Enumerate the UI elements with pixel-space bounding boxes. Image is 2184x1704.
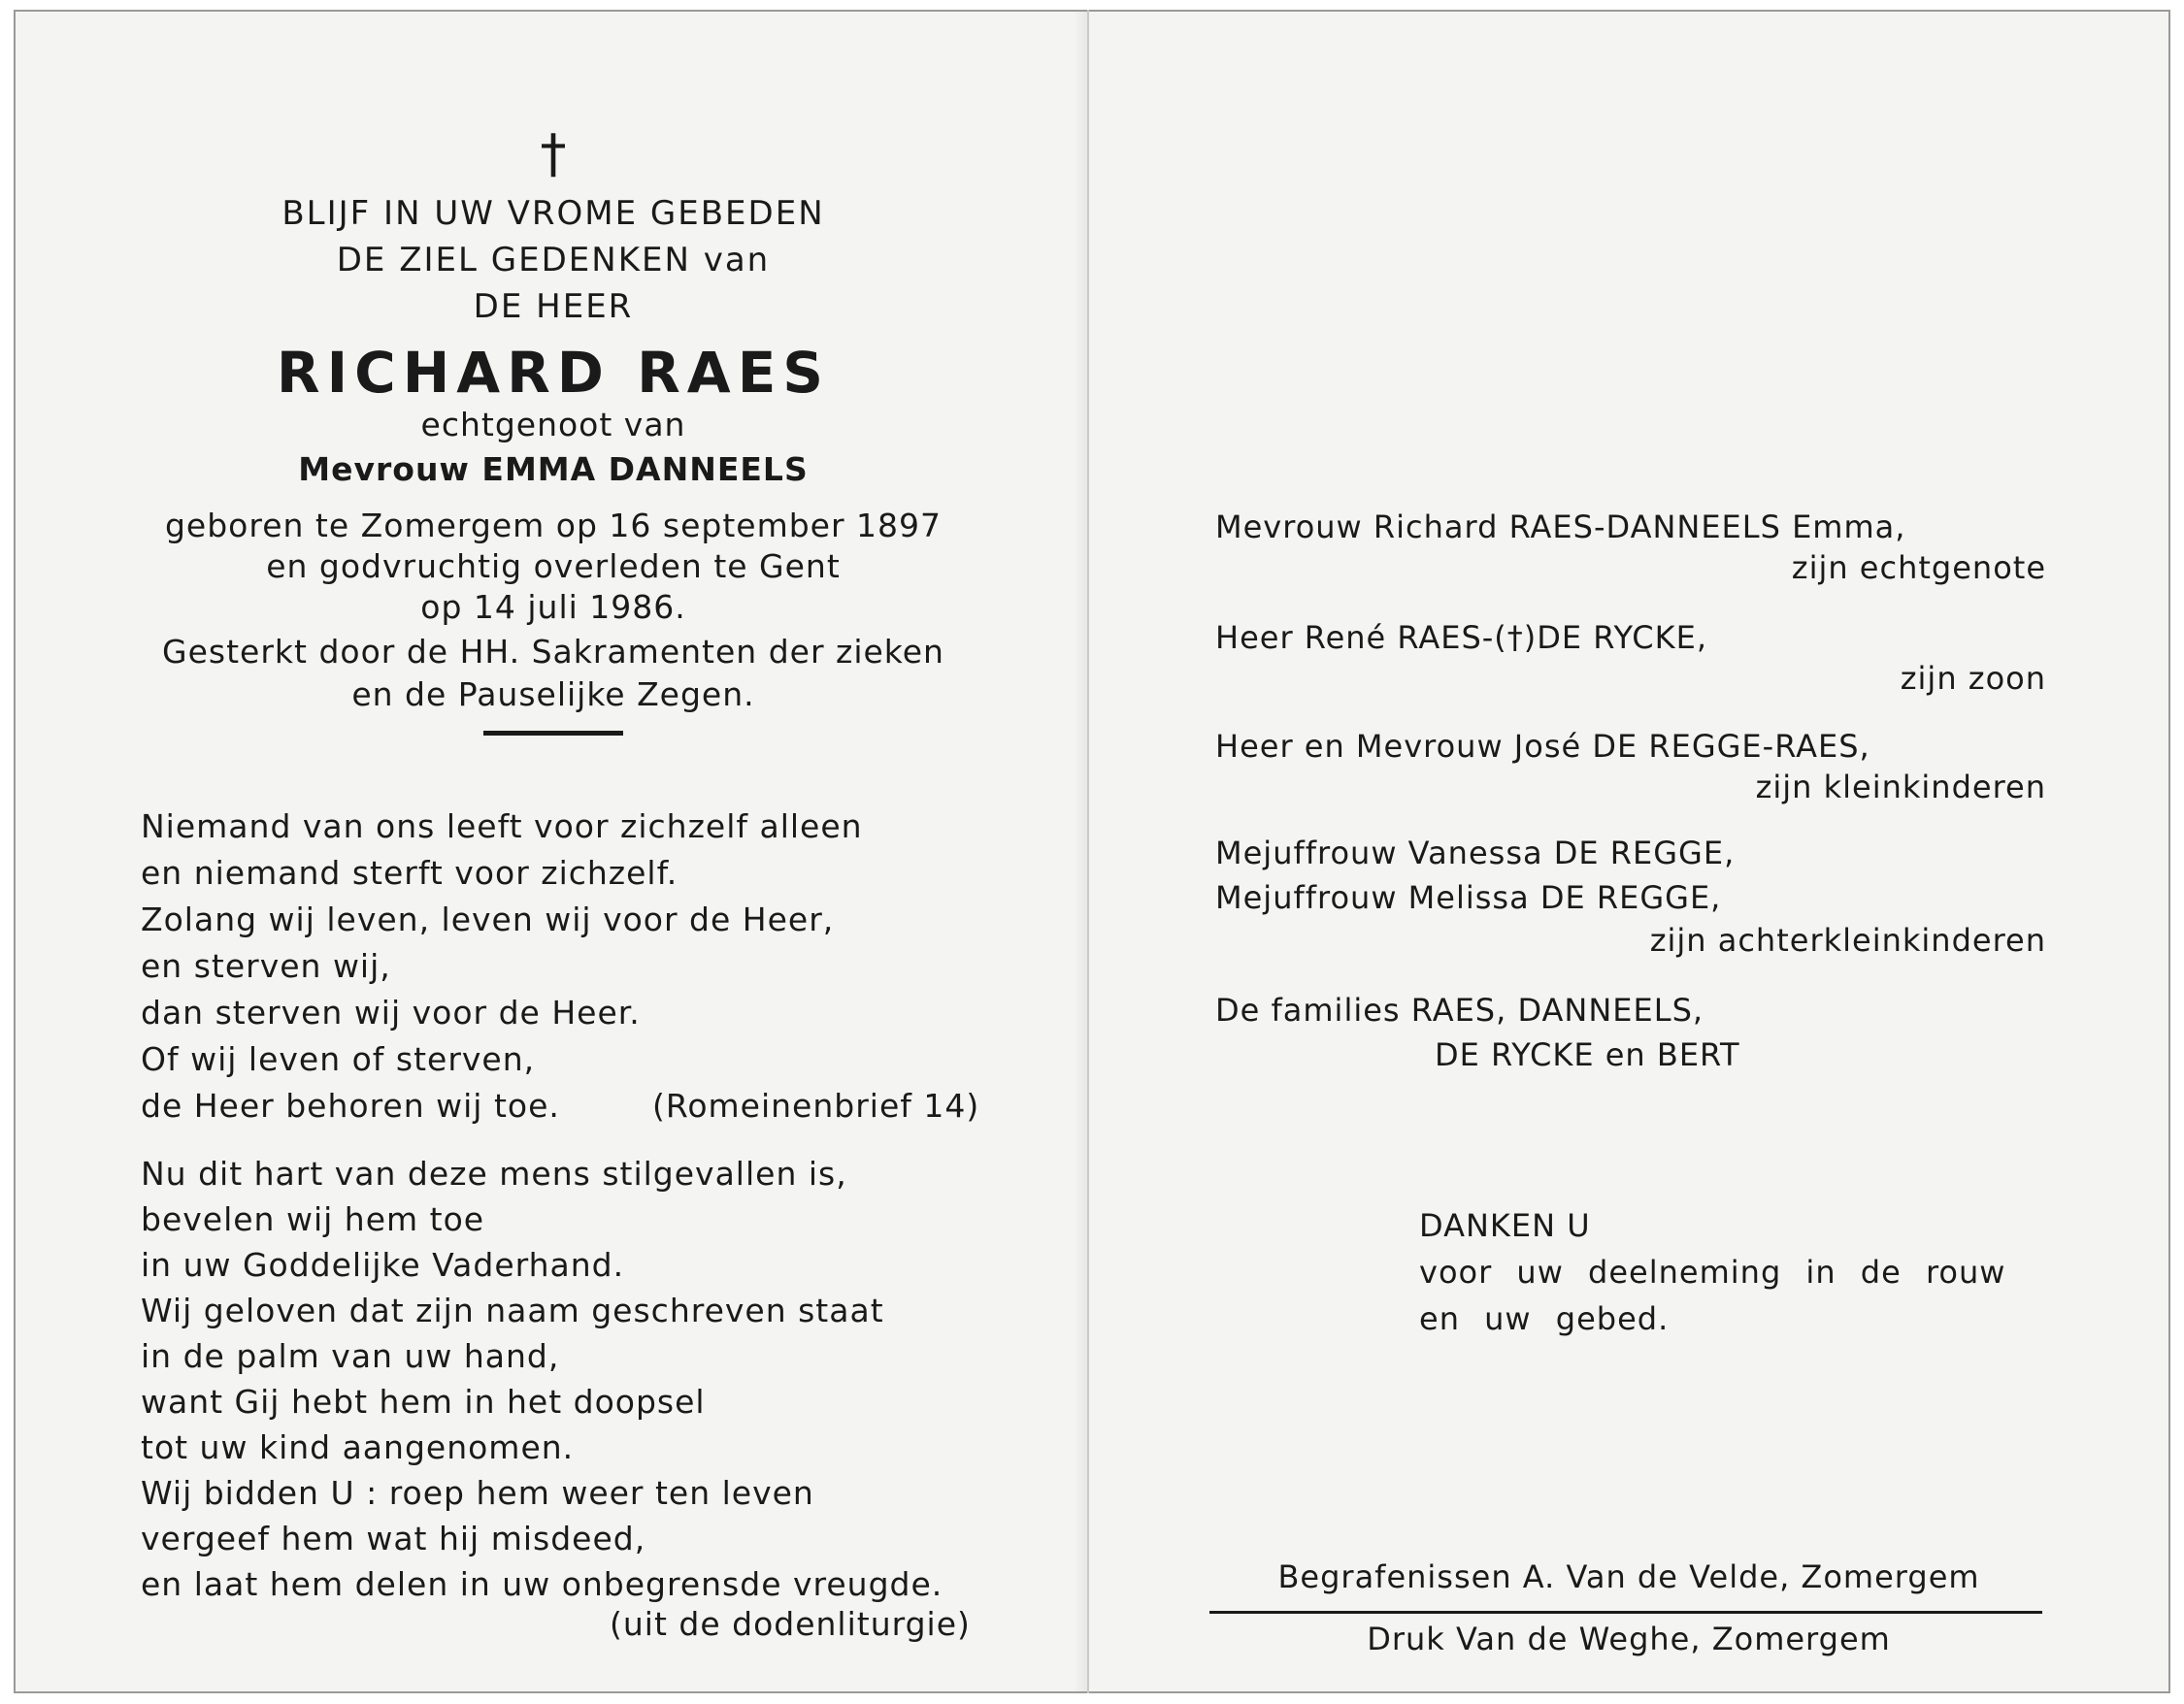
verse2-line-1: Nu dit hart van deze mens stilgevallen is, xyxy=(141,1155,847,1193)
spouse-name: Mevrouw EMMA DANNEELS xyxy=(298,450,809,488)
families-line-1: De families RAES, DANNEELS, xyxy=(1215,992,1704,1029)
verse2-line-10: en laat hem delen in uw onbegrensde vreugde. xyxy=(141,1565,943,1603)
verse2-line-9: vergeef hem wat hij misdeed, xyxy=(141,1520,646,1557)
verse1-line-3: Zolang wij leven, leven wij voor de Heer, xyxy=(141,901,835,938)
verse2-line-8: Wij bidden U : roep hem weer ten leven xyxy=(141,1474,814,1512)
divider-rule xyxy=(483,731,623,736)
family-son-relation: zijn zoon xyxy=(1900,660,2046,697)
verse2-line-3: in uw Goddelijke Vaderhand. xyxy=(141,1246,625,1284)
verse2-source: (uit de dodenliturgie) xyxy=(610,1605,971,1643)
thanks-line-1: voor uw deelneming in de rouw xyxy=(1419,1254,2006,1291)
verse1-source: (Romeinenbrief 14) xyxy=(652,1087,980,1125)
verse2-line-2: bevelen wij hem toe xyxy=(141,1200,485,1238)
family-greatgrandchild-1: Mejuffrouw Vanessa DE REGGE, xyxy=(1215,835,1736,871)
family-spouse-relation: zijn echtgenote xyxy=(1791,549,2046,586)
verse1-line-5: dan sterven wij voor de Heer. xyxy=(141,994,641,1032)
verse1-line-1: Niemand van ons leeft voor zichzelf alleen xyxy=(141,807,863,845)
verse1-line-4: en sterven wij, xyxy=(141,947,391,985)
thanks-line-2: en uw gebed. xyxy=(1419,1300,1670,1337)
life-line-2: en godvruchtig overleden te Gent xyxy=(266,547,841,585)
family-greatgrandchild-2: Mejuffrouw Melissa DE REGGE, xyxy=(1215,879,1722,916)
intro-line-3: DE HEER xyxy=(473,287,634,326)
family-greatgrandchildren-relation: zijn achterkleinkinderen xyxy=(1649,922,2046,959)
verse1-line-6: Of wij leven of sterven, xyxy=(141,1040,536,1078)
life-line-5: en de Pauselijke Zegen. xyxy=(351,675,755,713)
family-grandchildren-name: Heer en Mevrouw José DE REGGE-RAES, xyxy=(1215,728,1870,765)
verse2-line-6: want Gij hebt hem in het doopsel xyxy=(141,1383,706,1421)
spouse-intro: echtgenoot van xyxy=(420,406,686,443)
life-line-3: op 14 juli 1986. xyxy=(420,588,686,626)
verse1-line-7: de Heer behoren wij toe. xyxy=(141,1087,560,1125)
verse2-line-4: Wij geloven dat zijn naam geschreven staat xyxy=(141,1292,884,1329)
families-line-2: DE RYCKE en BERT xyxy=(1435,1036,1740,1073)
printer-line: Druk Van de Weghe, Zomergem xyxy=(1367,1621,1891,1657)
footer-rule xyxy=(1209,1611,2042,1614)
verse2-line-5: in de palm van uw hand, xyxy=(141,1337,560,1375)
verse2-line-7: tot uw kind aangenomen. xyxy=(141,1428,575,1466)
cross-icon: † xyxy=(540,123,567,184)
verse1-line-2: en niemand sterft voor zichzelf. xyxy=(141,854,678,892)
family-son-name: Heer René RAES-(†)DE RYCKE, xyxy=(1215,619,1707,656)
card-fold-line xyxy=(1087,10,1089,1693)
family-grandchildren-relation: zijn kleinkinderen xyxy=(1755,769,2046,805)
life-line-1: geboren te Zomergem op 16 september 1897 xyxy=(164,507,942,544)
intro-line-2: DE ZIEL GEDENKEN van xyxy=(336,241,771,279)
family-spouse-name: Mevrouw Richard RAES-DANNEELS Emma, xyxy=(1215,508,1906,545)
undertaker-line: Begrafenissen A. Van de Velde, Zomergem xyxy=(1277,1558,1980,1595)
fold-shadow xyxy=(1074,12,1087,1691)
deceased-name: RICHARD RAES xyxy=(276,340,831,406)
intro-line-1: BLIJF IN UW VROME GEBEDEN xyxy=(281,194,825,233)
thanks-title: DANKEN U xyxy=(1419,1207,1591,1244)
life-line-4: Gesterkt door de HH. Sakramenten der zieken xyxy=(162,633,944,671)
